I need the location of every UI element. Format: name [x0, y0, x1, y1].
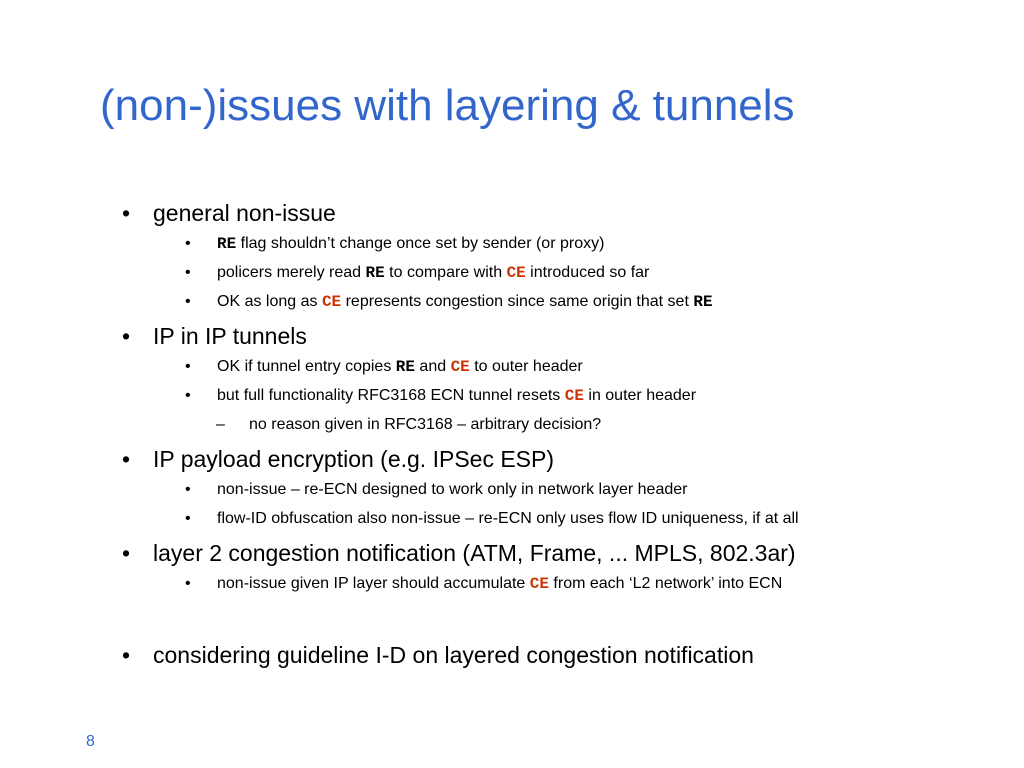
- sub-bullet-marker: •: [185, 387, 191, 404]
- sub-bullet-ok-as-long: [185, 293, 713, 311]
- bullet-text: IP in IP tunnels: [153, 323, 307, 349]
- code-re: RE: [365, 264, 385, 282]
- code-re: RE: [217, 235, 237, 253]
- bullet-text: general non-issue: [153, 200, 336, 226]
- sub-bullet-policers: [185, 264, 649, 282]
- sub-bullet-marker: •: [185, 293, 191, 310]
- sub-bullet-network-layer: [185, 481, 687, 499]
- sub-sub-bullet-text: no reason given in RFC3168 – arbitrary decision?: [249, 416, 602, 433]
- sub-bullet-text: to outer header: [469, 358, 583, 375]
- sub-bullet-marker: •: [185, 575, 191, 592]
- code-ce: CE: [321, 293, 342, 311]
- sub-bullet-rfc3168-resets: [185, 387, 696, 405]
- sub-bullet-text: from each ‘L2 network’ into ECN: [548, 575, 783, 592]
- code-ce: CE: [506, 264, 526, 282]
- bullet-general-non-issue: [122, 200, 336, 227]
- sub-bullet-text: policers merely read: [217, 264, 366, 281]
- sub-bullet-text: and: [414, 358, 451, 375]
- sub-bullet-tunnel-copies: [185, 358, 583, 376]
- sub-bullet-text: flow-ID obfuscation also non-issue – re-ECN only uses flow ID uniqueness, if at all: [217, 510, 799, 527]
- bullet-ip-in-ip: [122, 323, 307, 350]
- bullet-marker: •: [122, 540, 131, 566]
- bullet-marker: •: [122, 446, 131, 472]
- sub-bullet-marker: •: [185, 235, 191, 252]
- sub-bullet-text: non-issue – re-ECN designed to work only in network layer header: [217, 481, 688, 498]
- sub-bullet-text: in outer header: [583, 387, 697, 404]
- sub-bullet-text: introduced so far: [525, 264, 650, 281]
- code-ce: CE: [450, 358, 470, 376]
- sub-bullet-accumulate-ce: [185, 575, 782, 593]
- dash-marker: –: [216, 416, 225, 433]
- code-re: RE: [693, 293, 713, 311]
- sub-bullet-text: represents congestion since same origin that set: [341, 293, 694, 310]
- sub-bullet-text: OK as long as: [217, 293, 322, 310]
- sub-bullet-text: flag shouldn’t change once set by sender (or proxy): [236, 235, 605, 252]
- bullet-layer2-congestion: [122, 540, 796, 567]
- page-number: 8: [86, 733, 95, 750]
- sub-bullet-marker: •: [185, 358, 191, 375]
- sub-sub-bullet-no-reason: [216, 416, 601, 434]
- code-ce: CE: [564, 387, 584, 405]
- sub-bullet-marker: •: [185, 481, 191, 498]
- bullet-marker: •: [122, 200, 131, 226]
- sub-bullet-text: to compare with: [384, 264, 507, 281]
- slide-title: (non-)issues with layering & tunnels: [100, 81, 795, 130]
- bullet-ip-payload-encryption: [122, 446, 554, 473]
- bullet-text: IP payload encryption (e.g. IPSec ESP): [153, 446, 555, 472]
- sub-bullet-text: OK if tunnel entry copies: [217, 358, 396, 375]
- sub-bullet-marker: •: [185, 264, 191, 281]
- sub-bullet-marker: •: [185, 510, 191, 527]
- bullet-text: considering guideline I-D on layered congestion notification: [153, 642, 754, 668]
- sub-bullet-flow-id: [185, 510, 799, 528]
- bullet-marker: •: [122, 642, 131, 668]
- sub-bullet-text: but full functionality RFC3168 ECN tunnel resets: [217, 387, 565, 404]
- sub-bullet-text: non-issue given IP layer should accumulate: [217, 575, 530, 592]
- bullet-text: layer 2 congestion notification (ATM, Frame, ... MPLS, 802.3ar): [153, 540, 796, 566]
- bullet-marker: •: [122, 323, 131, 349]
- code-ce: CE: [529, 575, 549, 593]
- bullet-guideline-id: [122, 642, 754, 669]
- sub-bullet-re-flag: [185, 235, 604, 253]
- code-re: RE: [395, 358, 415, 376]
